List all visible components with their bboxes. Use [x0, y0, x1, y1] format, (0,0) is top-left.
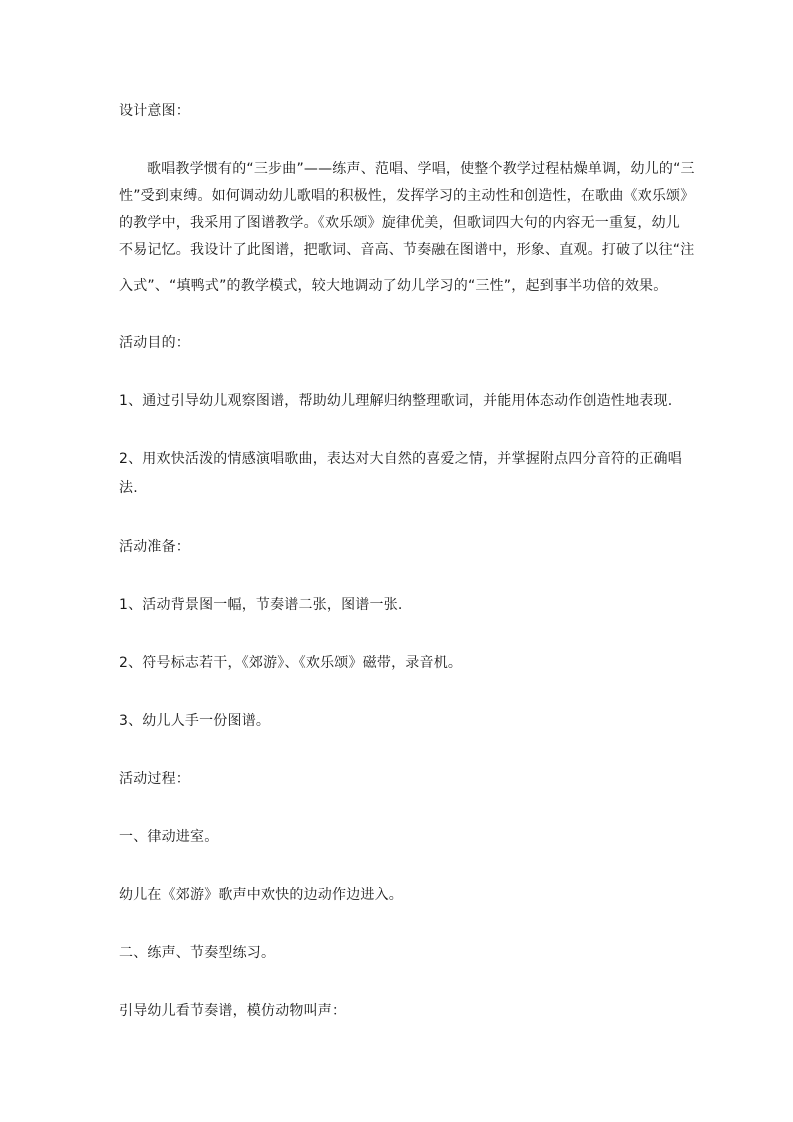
design-intent-heading: 设计意图： [119, 103, 190, 119]
prep-item-2: 2、符号标志若干，《郊游》、《欢乐颂》磁带，录音机。 [119, 655, 463, 671]
goal-item-1: 1、通过引导幼儿观察图谱，帮助幼儿理解归纳整理歌词，并能用体态动作创造性地表现. [119, 393, 673, 409]
prep-item-3: 3、幼儿人手一份图谱。 [119, 713, 271, 729]
design-intent-line-1: 歌唱教学惯有的“三步曲”——练声、范唱、学唱，使整个教学过程枯燥单调，幼儿的“三 [147, 161, 695, 177]
design-intent-line-5: 入式”、“填鸭式”的教学模式，较大地调动了幼儿学习的“三性”，起到事半功倍的效果。 [119, 278, 668, 294]
design-intent-line-3: 的教学中，我采用了图谱教学。《欢乐颂》旋律优美，但歌词四大句的内容无一重复，幼儿 [119, 215, 680, 231]
step-1-text: 幼儿在《郊游》歌声中欢快的边动作边进入。 [119, 887, 403, 903]
design-intent-line-4: 不易记忆。我设计了此图谱，把歌词、音高、节奏融在图谱中，形象、直观。打破了以往“注 [119, 242, 695, 258]
design-intent-line-2: 性”受到束缚。如何调动幼儿歌唱的积极性，发挥学习的主动性和创造性，在歌曲《欢乐颂》 [119, 188, 695, 204]
goal-item-2-line-1: 2、用欢快活泼的情感演唱歌曲，表达对大自然的喜爱之情，并掌握附点四分音符的正确唱 [119, 451, 682, 467]
goal-heading: 活动目的： [119, 335, 190, 351]
process-heading: 活动过程： [119, 771, 190, 787]
step-2-text: 引导幼儿看节奏谱，模仿动物叫声： [119, 1003, 347, 1019]
step-2-title: 二、练声、节奏型练习。 [119, 945, 276, 961]
prep-item-1: 1、活动背景图一幅，节奏谱二张，图谱一张. [119, 597, 403, 613]
goal-item-2-line-2: 法. [119, 480, 138, 496]
prep-heading: 活动准备： [119, 539, 190, 555]
step-1-title: 一、律动进室。 [119, 829, 219, 845]
